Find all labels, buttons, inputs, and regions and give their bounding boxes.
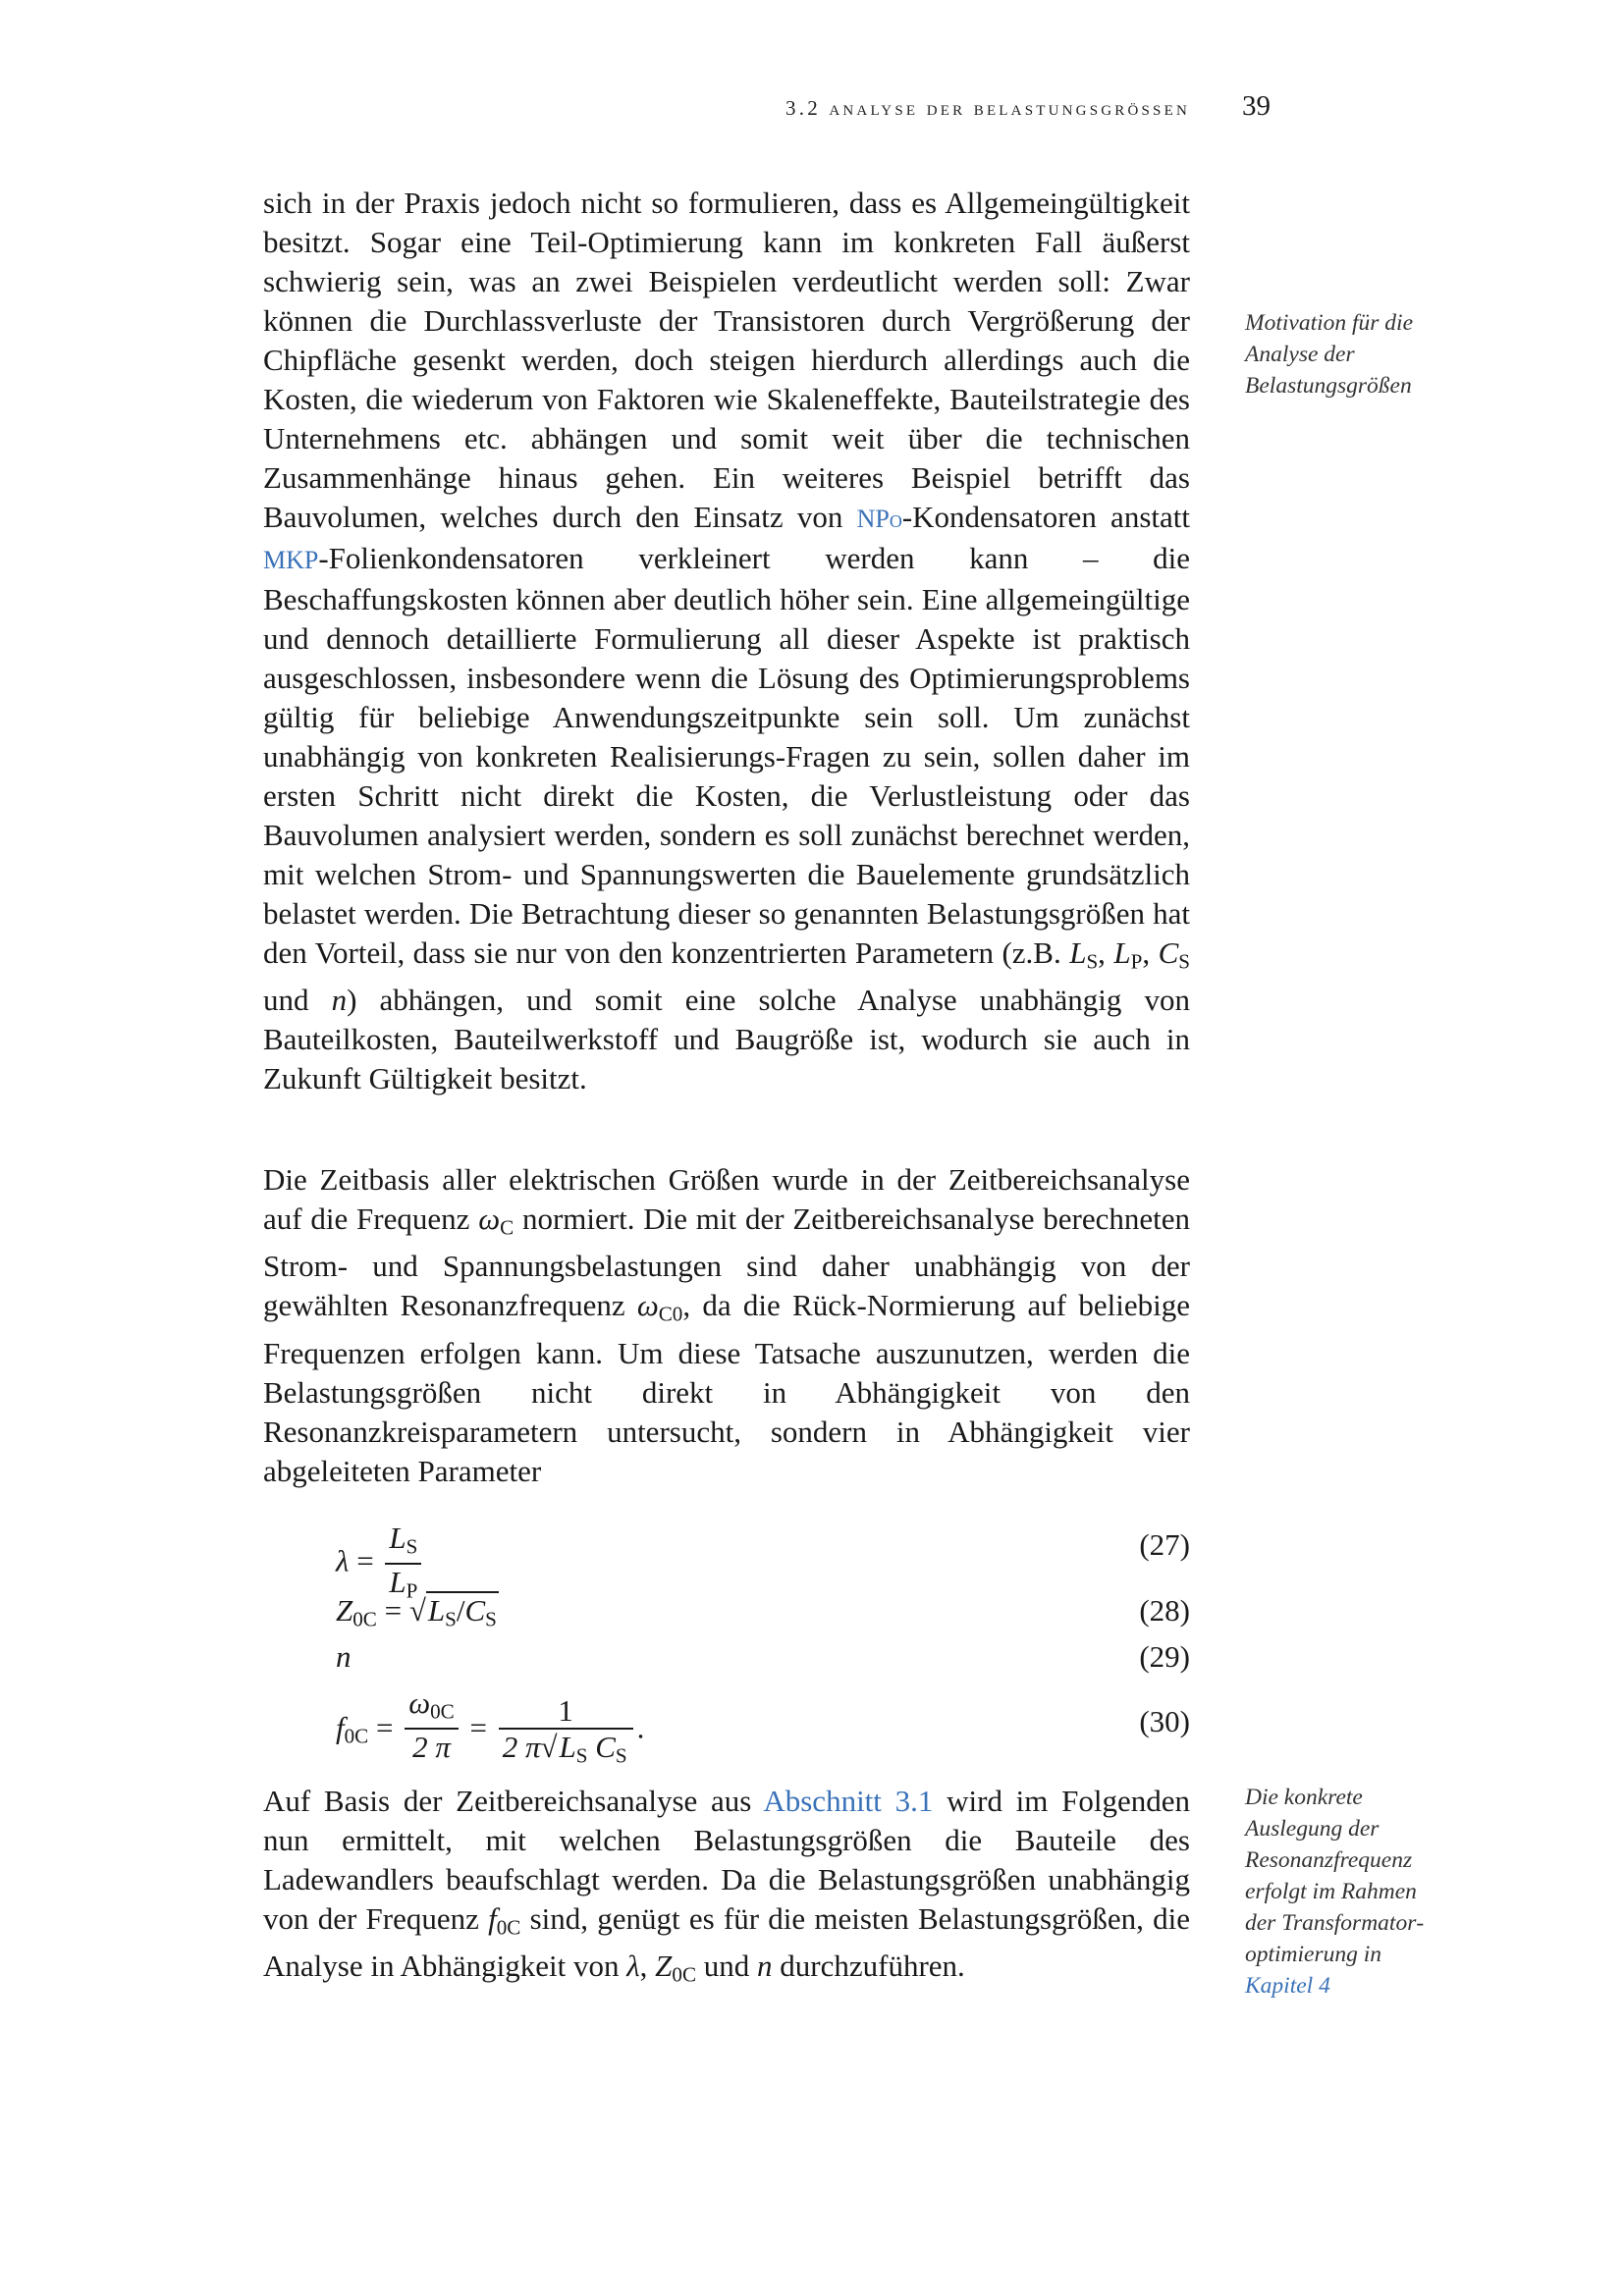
paragraph-3 xyxy=(263,1782,1190,1995)
sub-S: S xyxy=(485,1607,497,1631)
sqrt-sign: √ xyxy=(408,1593,426,1628)
equals-sign: = xyxy=(469,1710,487,1745)
p1-text-c: -Folienkondensatoren verkleinert werden kann – die Beschaffungskosten können aber deutlich höher sein. Eine allgemeingültige und dennoch detaillierte Formulierung all dieser Aspekte ist praktisch ausgeschlossen, insbesondere wenn die Lösung des Optimierungsproblems gültig für beliebige Anwendungszeitpunkte sein soll. Um zunächst unabhängig von konkreten Realisierungs-Fragen zu sein, sollen daher im ersten Schritt nicht direkt die Kosten, die Verlustleistung oder das Bauvolumen analysiert werden, sondern es soll zunächst berechnet werden, mit welchen Strom- und Spannungswerten die Bauelemente grundsätzlich belastet werden. Die Betrachtung dieser so genannten Belastungsgrößen hat den Vorteil, dass sie nur von den konzentrierten Parametern (z.B. xyxy=(263,541,1190,970)
var-L: L xyxy=(427,1593,446,1628)
p3-text-a: Auf Basis der Zeitbereichsanalyse aus xyxy=(263,1784,764,1818)
sub-C: C xyxy=(500,1215,514,1240)
sub-S: S xyxy=(575,1743,588,1768)
equals-sign: = xyxy=(356,1543,374,1578)
sub-S: S xyxy=(445,1607,457,1631)
var-n: n xyxy=(757,1949,773,1984)
var-L: L xyxy=(389,1565,406,1600)
fraction-omega-2pi xyxy=(405,1686,459,1765)
equation-number-30: (30) xyxy=(1139,1704,1190,1738)
margin-note-motivation: Motivation für die Analyse der Belastungsgrößen xyxy=(1245,310,1414,399)
sub-P: P xyxy=(406,1578,418,1603)
header-section-title: 3.2 analyse der belastungsgrössen xyxy=(785,96,1190,120)
p3-text-b: wird im Folgenden nun ermittelt, mit welchen Belastungsgrößen die Bauteile des Ladewandlers beaufschlagt werden. Da die Belastungsgrößen unabhängig von der Frequenz xyxy=(263,1784,1190,1936)
omega: ω xyxy=(478,1201,501,1236)
sqrt-sign: √ xyxy=(540,1730,558,1765)
var-f: f xyxy=(336,1710,345,1745)
sep: und xyxy=(263,983,332,1018)
sub-P: P xyxy=(1130,949,1143,974)
npo-acronym-link[interactable]: NPo xyxy=(856,505,902,533)
p1-text-b: -Kondensatoren anstatt xyxy=(901,500,1190,534)
slash: / xyxy=(456,1593,465,1628)
sqrt-radicand xyxy=(558,1728,629,1768)
var-L: L xyxy=(1069,935,1087,970)
page-number: 39 xyxy=(1242,90,1271,122)
var-n: n xyxy=(336,1639,352,1674)
var-L: L xyxy=(559,1730,576,1765)
omega: ω xyxy=(636,1288,659,1323)
sub-S: S xyxy=(406,1534,418,1559)
equation-number-28: (28) xyxy=(1139,1593,1190,1628)
p3-text-c: sind, genügt es für die meisten Belastungsgrößen, die Analyse in Abhängigkeit von xyxy=(263,1901,1190,1984)
sep: , xyxy=(1142,935,1159,970)
sub-0C: 0C xyxy=(430,1699,455,1724)
equation-number-29: (29) xyxy=(1139,1639,1190,1674)
var-f: f xyxy=(488,1901,497,1936)
var-C: C xyxy=(1158,935,1179,970)
paragraph-1 xyxy=(263,184,1190,1098)
margin-note-2-text: Die konkrete Auslegung der Resonanzfrequenz erfolgt im Rahmen der Transformatoroptimierung in xyxy=(1245,1785,1425,1967)
two-pi: 2 π xyxy=(412,1730,451,1765)
lambda-symbol: λ xyxy=(336,1543,350,1578)
sub-0C: 0C xyxy=(496,1915,521,1940)
omega: ω xyxy=(408,1685,431,1720)
p1-text-d: ) abhängen, und somit eine solche Analyse unabhängig von Bauteilkosten, Bauteilwerkstoff und Baugröße ist, wodurch sie auch in Zukunft Gültigkeit besitzt. xyxy=(263,983,1190,1096)
equation-27 xyxy=(336,1508,1190,1603)
sub-0C: 0C xyxy=(344,1724,369,1748)
p3-text-d: durchzuführen. xyxy=(772,1949,965,1984)
margin-note-resonance xyxy=(1245,1782,1451,2002)
chapter-4-link[interactable]: Kapitel 4 xyxy=(1245,1973,1330,1999)
period: . xyxy=(636,1710,645,1745)
sub-S: S xyxy=(1086,949,1099,974)
p1-text-a: sich in der Praxis jedoch nicht so formulieren, dass es Allgemeingültigkeit besitzt. Sogar eine Teil-Optimierung kann im konkreten Fall äußerst schwierig sein, was an zwei Beispielen verdeutlicht werden soll: Zwar können die Durchlassverluste der Transistoren durch Vergrößerung der Chipfläche gesenkt werden, doch steigen hierdurch allerdings auch die Kosten, die wiederum von Faktoren wie Skaleneffekte, Bauteilstrategie des Unternehmens etc. abhängen und somit weit über die technischen Zusammenhänge hinaus gehen. Ein weiteres Beispiel betrifft das Bauvolumen, welches durch den Einsatz von xyxy=(263,186,1190,534)
sub-S: S xyxy=(1178,949,1191,974)
lambda-symbol: λ xyxy=(626,1949,640,1984)
numerator-one: 1 xyxy=(558,1693,573,1729)
sub-0C: 0C xyxy=(352,1607,377,1631)
section-3-1-link[interactable]: Abschnitt 3.1 xyxy=(763,1784,934,1818)
sub-C0: C0 xyxy=(658,1302,683,1326)
two-pi: 2 π xyxy=(502,1730,541,1765)
var-C: C xyxy=(464,1593,486,1628)
var-L: L xyxy=(1113,935,1131,970)
var-n: n xyxy=(331,983,348,1018)
p2-text-c: , da die Rück-Normierung auf beliebige Frequenzen erfolgen kann. Um diese Tatsache auszunutzen, werden die Belastungsgrößen nicht direkt in Abhängigkeit von den Resonanzkreisparametern untersucht, sondern in Abhängigkeit vier abgeleiteten Parameter xyxy=(263,1288,1191,1488)
running-header xyxy=(0,90,1624,135)
var-Z: Z xyxy=(655,1949,673,1984)
sep: , xyxy=(639,1949,656,1984)
sep: und xyxy=(696,1949,758,1984)
sqrt-radicand xyxy=(426,1591,499,1631)
equation-30 xyxy=(336,1679,1190,1768)
mkp-acronym-link[interactable]: MKP xyxy=(263,546,319,574)
fraction-one-over-root xyxy=(499,1694,633,1773)
sub-S: S xyxy=(615,1743,627,1768)
equals-sign: = xyxy=(384,1593,403,1628)
var-L: L xyxy=(389,1521,406,1555)
var-C: C xyxy=(595,1730,616,1765)
var-Z: Z xyxy=(336,1593,353,1628)
sub-0C: 0C xyxy=(672,1962,697,1987)
equals-sign: = xyxy=(375,1710,394,1745)
paragraph-2 xyxy=(263,1160,1190,1491)
sep: , xyxy=(1098,935,1114,970)
equation-number-27: (27) xyxy=(1139,1527,1190,1562)
p2-text-a: Die Zeitbasis aller elektrischen Größen wurde in der Zeitbereichsanalyse auf die Frequenz xyxy=(263,1162,1190,1236)
p2-text-b: normiert. Die mit der Zeitbereichsanalyse berechneten Strom- und Spannungsbelastungen sind daher unabhängig von der gewählten Resonanzfrequenz xyxy=(263,1201,1191,1323)
